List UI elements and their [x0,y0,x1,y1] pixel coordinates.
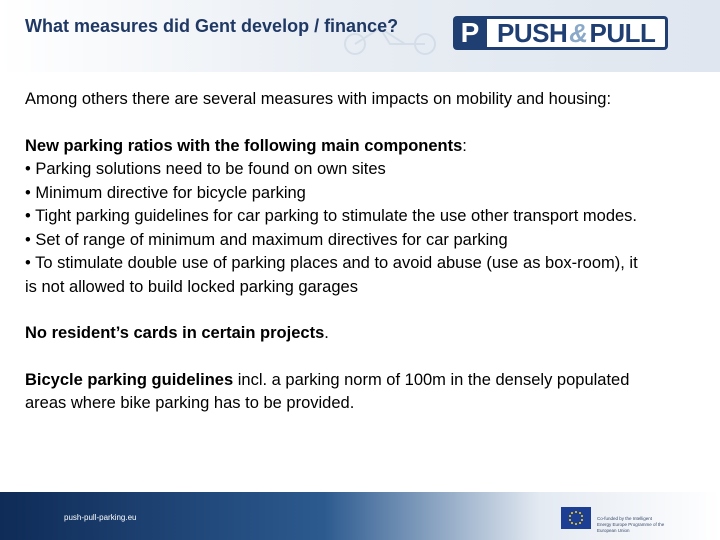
residents-bold: No resident’s cards in certain projects [25,324,325,342]
parking-heading [25,135,645,159]
logo-wordmark [487,16,668,50]
bicycle-rest: incl. a parking norm of 100m in the densely populated areas where bike parking has to be provided. [25,370,630,412]
eu-flag-icon [561,507,591,529]
intro-paragraph: Among others there are several measures with impacts on mobility and housing: [25,90,612,108]
push-pull-logo [453,16,668,50]
residents-paragraph [25,322,645,346]
bicycle-bold: Bicycle parking guidelines [25,370,234,389]
page-title: What measures did Gent develop / finance? [25,16,399,36]
parking-heading-bold: New parking ratios with the following main components [25,136,463,155]
bullet-item: • Parking solutions need to be found on own sites [25,160,386,178]
residents-rest: . [324,324,329,342]
parking-heading-colon: : [462,136,467,155]
logo-ampersand: & [569,17,588,48]
slide-body [25,88,645,416]
logo-word-push: PUSH [497,17,568,48]
bullet-item: • To stimulate double use of parking places and to avoid abuse (use as box-room), it is not allowed to build locked parking garages [25,254,638,296]
logo-word-pull: PULL [589,17,656,48]
bullet-item: • Minimum directive for bicycle parking [25,183,306,202]
footer-url-link[interactable]: push-pull-parking.eu [64,513,137,522]
logo-letter: P [453,16,487,50]
header-band [0,0,720,72]
bicycle-paragraph [25,369,645,416]
bullet-item: • Set of range of minimum and maximum directives for car parking [25,230,508,249]
eu-funding-text: Co-funded by the Intelligent Energy Europe Programme of the European Union [597,516,665,533]
bullet-item: • Tight parking guidelines for car parking to stimulate the use other transport modes. [25,207,638,225]
